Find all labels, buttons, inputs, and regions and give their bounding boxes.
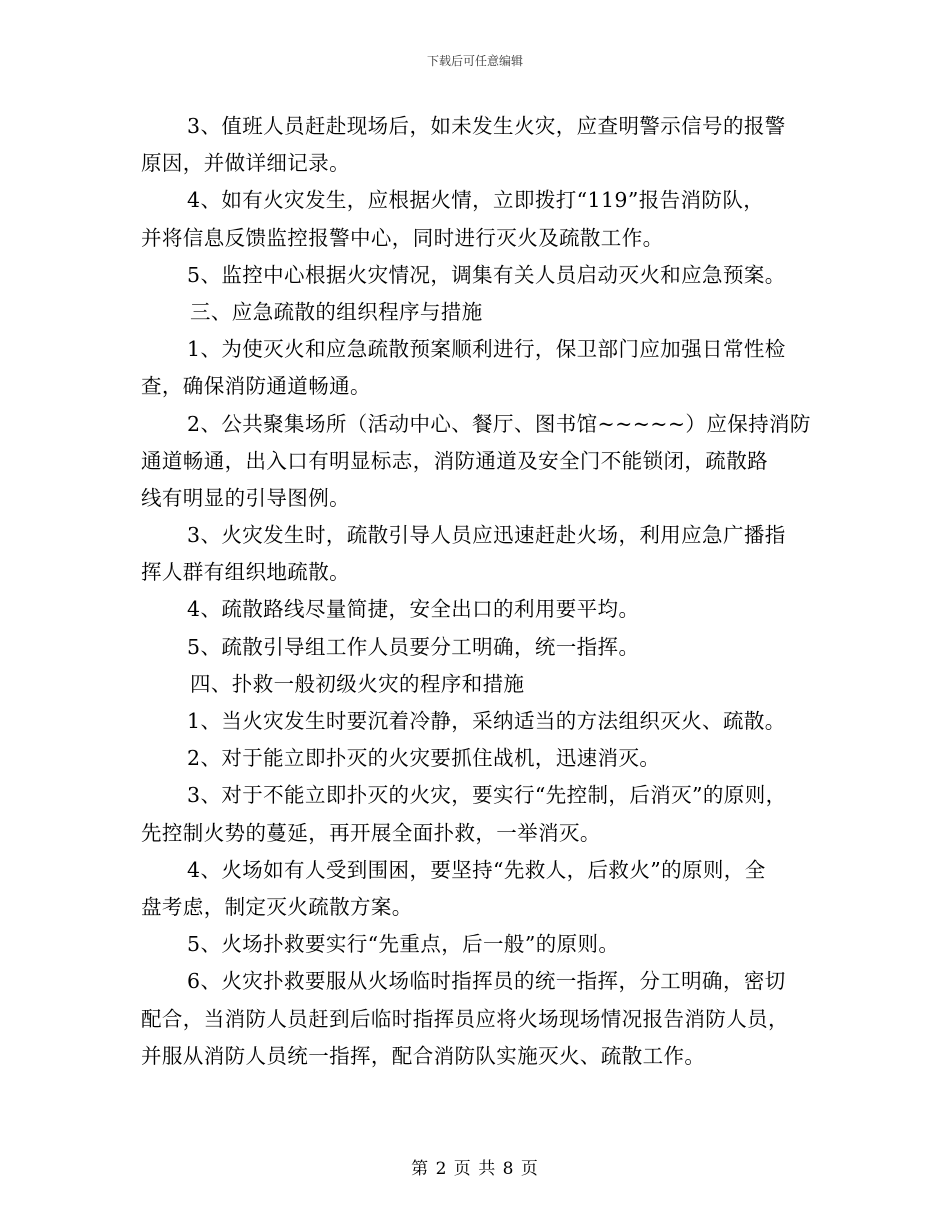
paragraph-line: 5、火场扑救要实行“先重点，后一般”的原则。 (187, 932, 620, 957)
paragraph-line: 2、公共聚集场所（活动中心、餐厅、图书馆~~~~~）应保持消防 (187, 411, 811, 436)
paragraph-line: 3、对于不能立即扑灭的火灾，要实行“先控制，后消灭”的原则， (187, 783, 787, 808)
paragraph-line: 2、对于能立即扑灭的火灾要抓住战机，迅速消灭。 (187, 746, 661, 771)
paragraph-line: 先控制火势的蔓延，再开展全面扑救，一举消灭。 (141, 820, 601, 845)
page-footer: 第 2 页 共 8 页 (411, 1159, 539, 1179)
section-heading: 四、扑救一般初级火灾的程序和措施 (190, 671, 525, 696)
paragraph-line: 4、如有火灾发生，应根据火情，立即拨打“119”报告消防队， (187, 188, 765, 213)
paragraph-line: 5、疏散引导组工作人员要分工明确，统一指挥。 (187, 634, 640, 659)
section-heading: 三、应急疏散的组织程序与措施 (190, 299, 483, 324)
paragraph-line: 并将信息反馈监控报警中心，同时进行灭火及疏散工作。 (141, 225, 664, 250)
paragraph-line: 配合，当消防人员赶到后临时指挥员应将火场现场情况报告消防人员， (141, 1006, 789, 1031)
paragraph-line: 4、火场如有人受到围困，要坚持“先救人，后救火”的原则，全 (187, 857, 766, 882)
document-body (141, 108, 811, 1075)
paragraph-line: 原因，并做详细记录。 (141, 151, 350, 176)
page-header: 下载后可任意编辑 (426, 54, 523, 68)
paragraph-line: 挥人群有组织地疏散。 (141, 560, 350, 585)
paragraph-line: 1、为使灭火和应急疏散预案顺利进行，保卫部门应加强日常性检 (187, 337, 786, 362)
paragraph-line: 查，确保消防通道畅通。 (141, 374, 371, 399)
paragraph-line: 3、值班人员赶赴现场后，如未发生火灾，应查明警示信号的报警 (187, 114, 786, 138)
paragraph-line: 5、监控中心根据火灾情况，调集有关人员启动灭火和应急预案。 (187, 262, 786, 287)
paragraph-line: 通道畅通，出入口有明显标志，消防通道及安全门不能锁闭，疏散路 (141, 448, 768, 473)
paragraph-line: 盘考虑，制定灭火疏散方案。 (141, 894, 413, 919)
paragraph-line: 6、火灾扑救要服从火场临时指挥员的统一指挥，分工明确，密切 (187, 969, 786, 994)
paragraph-line: 线有明显的引导图例。 (141, 485, 350, 510)
paragraph-line: 4、疏散路线尽量简捷，安全出口的利用要平均。 (187, 597, 640, 622)
paragraph-line: 并服从消防人员统一指挥，配合消防队实施灭火、疏散工作。 (141, 1043, 706, 1068)
paragraph-line: 3、火灾发生时，疏散引导人员应迅速赶赴火场，利用应急广播指 (187, 523, 786, 548)
paragraph-line: 1、当火灾发生时要沉着冷静，采纳适当的方法组织灭火、疏散。 (187, 709, 786, 733)
